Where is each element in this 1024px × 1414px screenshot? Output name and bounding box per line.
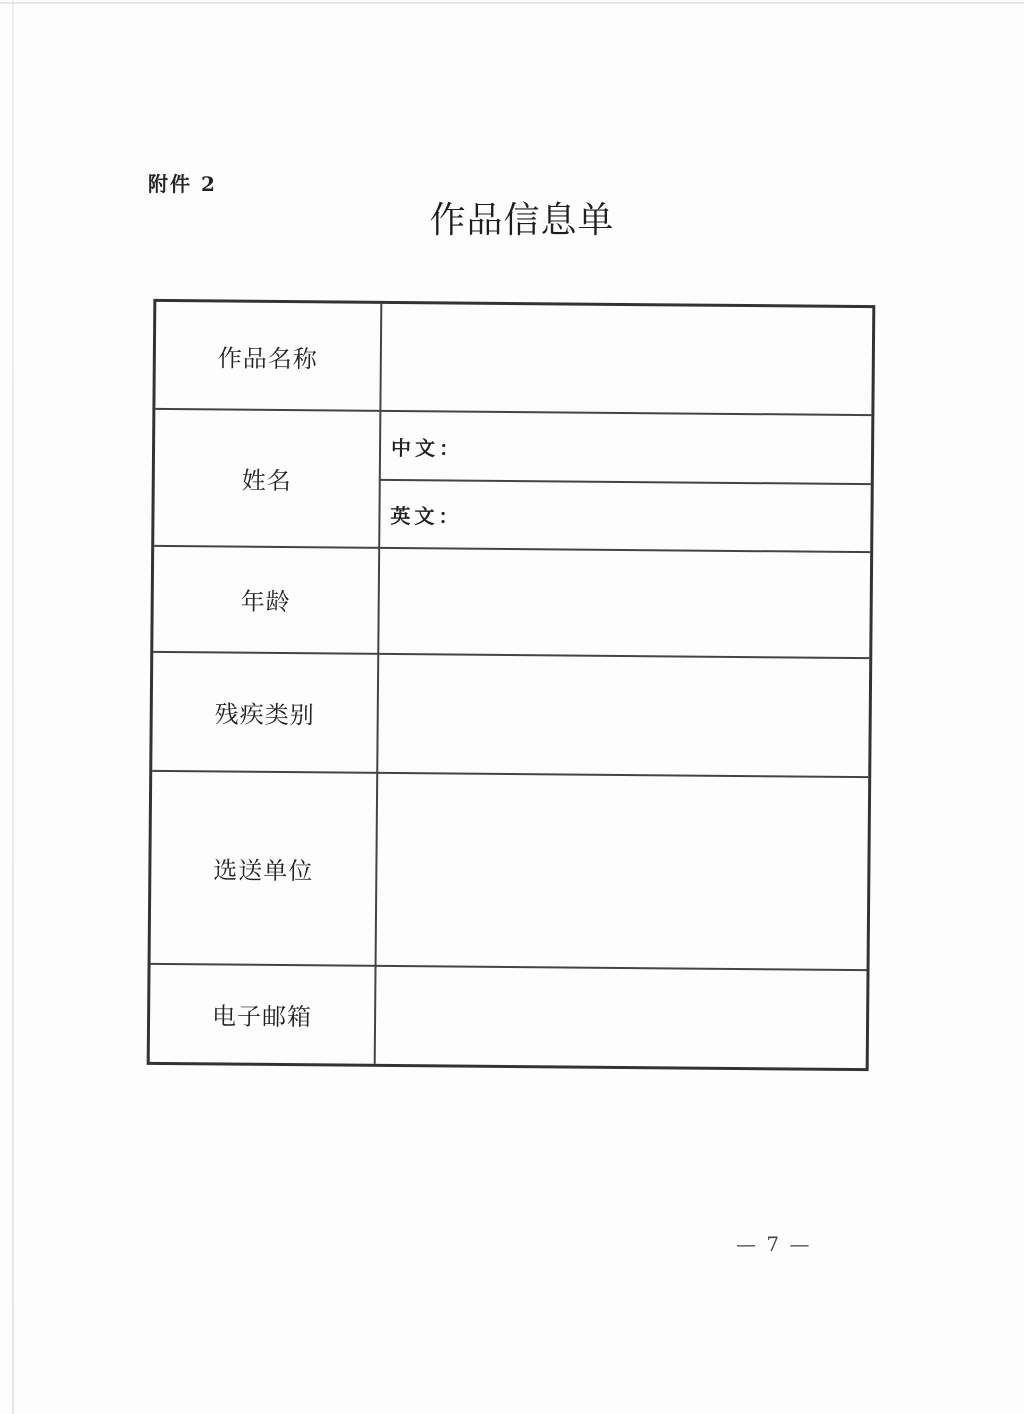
- label-work-name: 作品名称: [217, 343, 318, 373]
- field-age[interactable]: [378, 548, 870, 657]
- label-name: 姓名: [241, 466, 292, 495]
- page-edge-line: [0, 2, 1024, 4]
- field-name-english[interactable]: [379, 480, 871, 551]
- label-disability-type: 残疾类别: [214, 699, 315, 729]
- field-email[interactable]: [375, 966, 867, 1068]
- field-work-name[interactable]: [380, 304, 872, 414]
- label-email: 电子邮箱: [211, 1001, 313, 1031]
- label-submitting-unit: 选送单位: [213, 855, 314, 885]
- label-name-chinese: 中文：: [390, 435, 464, 461]
- info-form-table: [147, 299, 876, 1071]
- field-name-chinese[interactable]: [380, 411, 872, 483]
- field-disability-type[interactable]: [377, 654, 869, 776]
- document-title: 作品信息单: [429, 200, 615, 241]
- page-number: — 7 —: [736, 1232, 812, 1256]
- label-name-english: 英文：: [390, 503, 463, 529]
- field-submitting-unit[interactable]: [376, 773, 869, 969]
- attachment-label: 附件 2: [148, 172, 217, 196]
- label-age: 年龄: [240, 587, 291, 617]
